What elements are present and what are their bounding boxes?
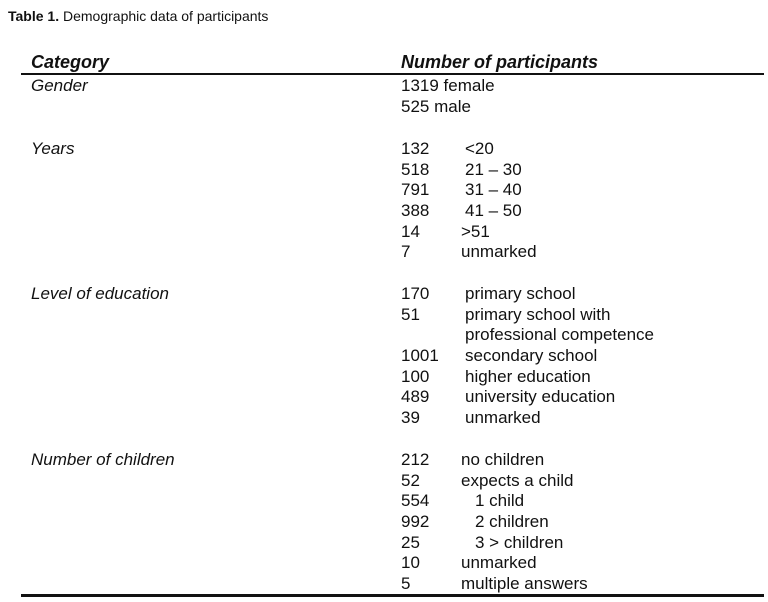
row-count: 388 bbox=[401, 201, 430, 221]
row-description: multiple answers bbox=[461, 574, 588, 594]
row-description: 41 – 50 bbox=[465, 201, 522, 221]
row-count: 992 bbox=[401, 512, 430, 532]
row-count: 25 bbox=[401, 532, 420, 552]
header-category: Category bbox=[31, 52, 110, 72]
group-label: Gender bbox=[31, 76, 88, 95]
row-description: unmarked bbox=[461, 242, 537, 262]
row-description: secondary school bbox=[465, 346, 598, 366]
table-bottom-rule bbox=[21, 594, 764, 597]
group-label: Number of children bbox=[31, 450, 175, 469]
row-count: 7 bbox=[401, 242, 411, 262]
row-count: 39 bbox=[401, 408, 420, 428]
row-count: 5 bbox=[401, 574, 411, 594]
row-description: 3 > children bbox=[475, 532, 564, 552]
row-description: university education bbox=[465, 387, 616, 407]
row-value: 525 male bbox=[401, 96, 471, 116]
header-number-of-participants: Number of participants bbox=[401, 52, 599, 72]
row-description: unmarked bbox=[465, 408, 541, 428]
header-rule bbox=[21, 73, 764, 75]
row-count: 51 bbox=[401, 304, 420, 324]
group-label: Years bbox=[31, 139, 75, 158]
row-description: >51 bbox=[461, 221, 490, 241]
row-count: 100 bbox=[401, 366, 430, 386]
table-caption bbox=[8, 7, 268, 25]
row-description: no children bbox=[461, 450, 545, 469]
row-count: 170 bbox=[401, 284, 430, 303]
row-description: primary school with bbox=[465, 304, 611, 324]
row-description: 31 – 40 bbox=[465, 180, 522, 200]
row-description: 21 – 30 bbox=[465, 159, 522, 179]
row-count: 554 bbox=[401, 491, 430, 511]
row-count: 791 bbox=[401, 180, 430, 200]
row-description: higher education bbox=[465, 366, 591, 386]
row-count: 52 bbox=[401, 470, 420, 490]
row-description: primary school bbox=[465, 284, 576, 303]
row-description: <20 bbox=[465, 139, 494, 158]
group-label: Level of education bbox=[31, 284, 169, 303]
row-description: professional competence bbox=[465, 325, 655, 345]
row-count: 132 bbox=[401, 139, 430, 158]
table-caption-text: Demographic data of participants bbox=[59, 8, 269, 24]
row-description: unmarked bbox=[461, 553, 537, 573]
row-count: 518 bbox=[401, 159, 430, 179]
row-description: 1 child bbox=[475, 491, 525, 511]
row-count: 14 bbox=[401, 221, 420, 241]
row-count: 1001 bbox=[401, 346, 439, 366]
row-count: 489 bbox=[401, 387, 430, 407]
table-caption-label: Table 1. bbox=[8, 8, 60, 24]
row-count: 10 bbox=[401, 553, 420, 573]
row-description: expects a child bbox=[461, 470, 574, 490]
row-value: 1319 female bbox=[401, 76, 495, 95]
row-description: 2 children bbox=[475, 512, 549, 532]
row-count: 212 bbox=[401, 450, 430, 469]
